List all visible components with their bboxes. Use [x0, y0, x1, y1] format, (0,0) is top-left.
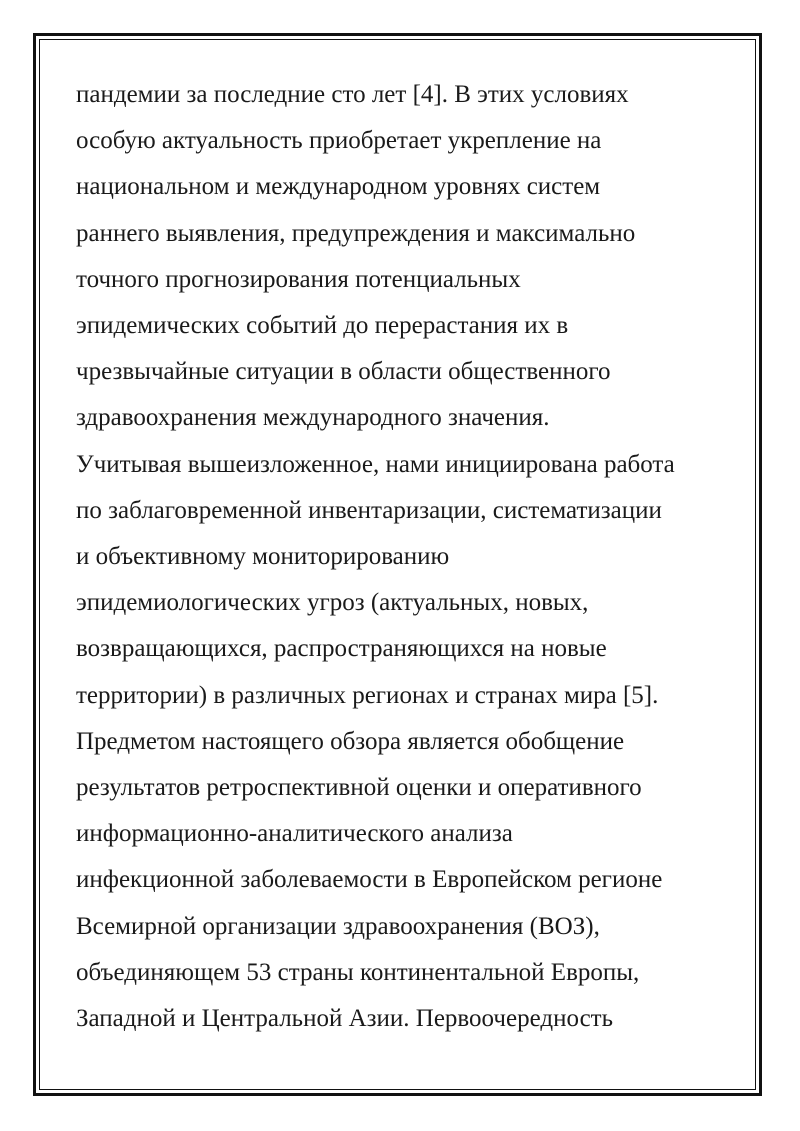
text-line: здравоохранения международного значения.	[76, 404, 550, 432]
text-line: раннего выявления, предупреждения и максимально	[76, 219, 636, 247]
text-line: территории) в различных регионах и странах мира [5].	[76, 681, 659, 709]
text-line: эпидемиологических угроз (актуальных, новых,	[76, 589, 589, 617]
text-line: Учитывая вышеизложенное, нами инициирована работа	[76, 450, 675, 478]
text-line: особую актуальность приобретает укрепление на	[76, 127, 602, 155]
text-line: по заблаговременной инвентаризации, систематизации	[76, 496, 662, 524]
text-line: эпидемических событий до перерастания их в	[76, 312, 569, 340]
text-line: национальном и международном уровнях систем	[76, 173, 601, 201]
text-line: информационно-аналитического анализа	[76, 820, 513, 848]
text-line: объединяющем 53 страны континентальной Европы,	[76, 958, 640, 986]
text-line: пандемии за последние сто лет [4]. В этих условиях	[76, 81, 629, 108]
text-line: инфекционной заболеваемости в Европейском регионе	[76, 866, 663, 894]
text-line: Западной и Центральной Азии. Первоочередность	[76, 1005, 613, 1033]
body-text	[76, 72, 736, 1042]
text-line: возвращающихся, распространяющихся на новые	[76, 635, 607, 663]
text-line: и объективному мониторированию	[76, 543, 450, 571]
text-line: точного прогнозирования потенциальных	[76, 265, 521, 293]
text-line: результатов ретроспективной оценки и оперативного	[76, 774, 642, 802]
text-line: Предметом настоящего обзора является обобщение	[76, 727, 625, 755]
text-line: Всемирной организации здравоохранения (ВОЗ),	[76, 912, 600, 940]
text-line: чрезвычайные ситуации в области общественного	[76, 358, 611, 386]
